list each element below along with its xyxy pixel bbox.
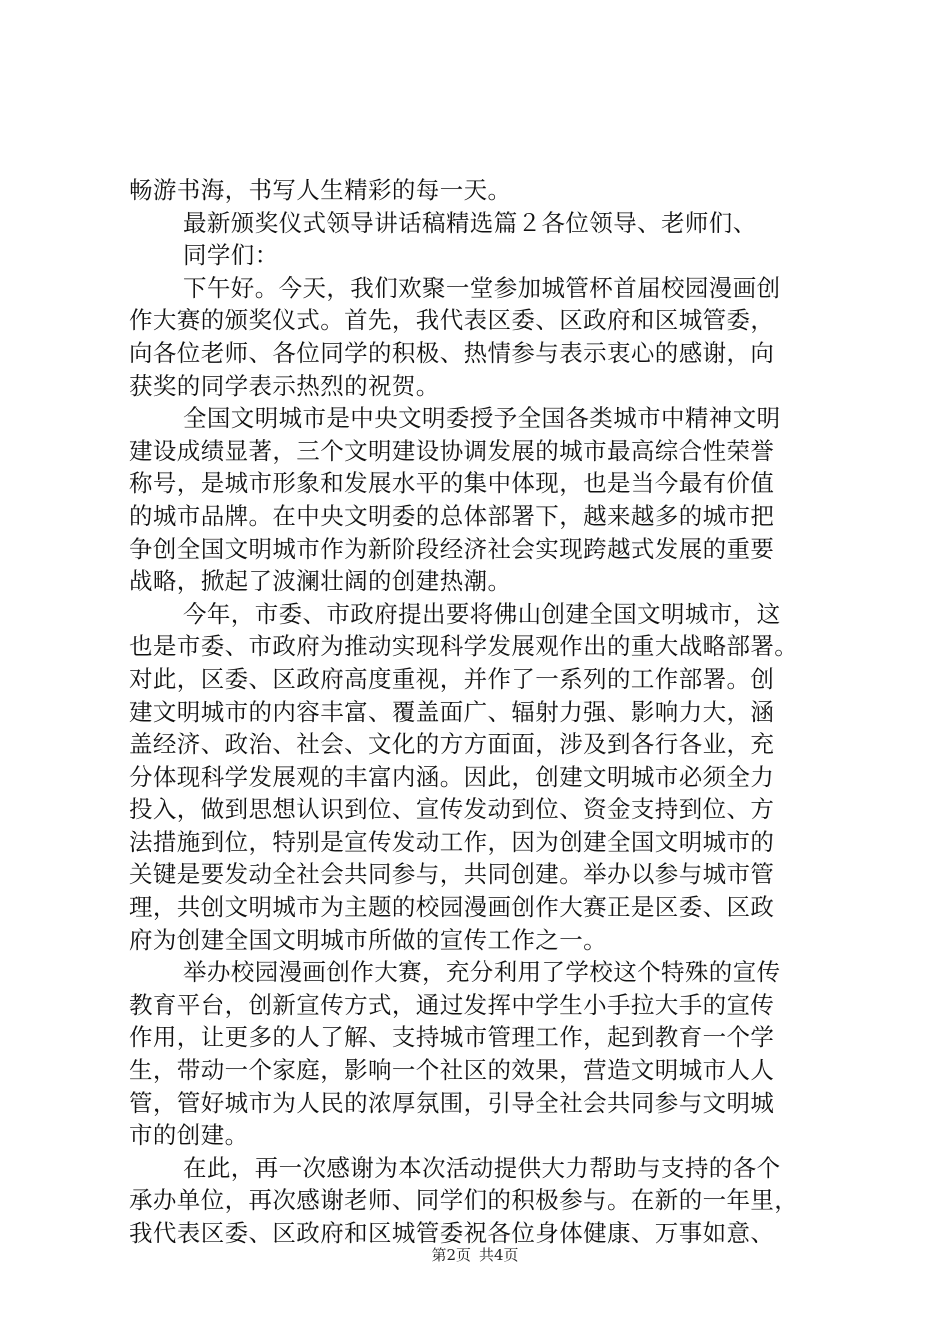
text-line: 畅游书海，书写人生精彩的每一天。	[129, 176, 512, 204]
text-line: 也是市委、市政府为推动实现科学发展观作出的重大战略部署。	[129, 632, 799, 661]
text-line: 作用，让更多的人了解、支持城市管理工作，起到教育一个学	[129, 1023, 775, 1052]
text-line: 关键是要发动全社会共同参与，共同创建。举办以参与城市管	[129, 860, 775, 889]
page-footer	[0, 1245, 950, 1265]
text-line: 教育平台，创新宣传方式，通过发挥中学生小手拉大手的宣传	[129, 990, 775, 1019]
text-line: 称号，是城市形象和发展水平的集中体现，也是当今最有价值	[129, 469, 775, 498]
text-line: 作大赛的颁奖仪式。首先，我代表区委、区政府和区城管委，	[129, 306, 775, 335]
text-line: 建文明城市的内容丰富、覆盖面广、辐射力强、影响力大，涵	[129, 697, 775, 726]
text-line: 投入，做到思想认识到位、宣传发动到位、资金支持到位、方	[129, 795, 775, 824]
text-line: 下午好。今天，我们欢聚一堂参加城管杯首届校园漫画创	[183, 273, 781, 302]
page-number: 第2页	[431, 1246, 471, 1264]
text-line: 战略，掀起了波澜壮阔的创建热潮。	[129, 567, 512, 596]
text-line: 对此，区委、区政府高度重视，并作了一系列的工作部署。创	[129, 664, 775, 693]
text-line: 市的创建。	[129, 1121, 249, 1150]
text-line: 建设成绩显著，三个文明建设协调发展的城市最高综合性荣誉	[129, 436, 775, 465]
text-line: 在此，再一次感谢为本次活动提供大力帮助与支持的各个	[183, 1153, 781, 1182]
text-line: 最新颁奖仪式领导讲话稿精选篇２各位领导、老师们、	[183, 208, 757, 237]
text-line: 我代表区委、区政府和区城管委祝各位身体健康、万事如意、	[129, 1219, 775, 1247]
text-line: 理，共创文明城市为主题的校园漫画创作大赛正是区委、区政	[129, 893, 775, 922]
text-line: 分体现科学发展观的丰富内涵。因此，创建文明城市必须全力	[129, 762, 775, 791]
text-line: 生，带动一个家庭，影响一个社区的效果，营造文明城市人人	[129, 1056, 775, 1085]
page-total: 共4页	[479, 1246, 519, 1264]
text-line: 盖经济、政治、社会、文化的方方面面，涉及到各行各业，充	[129, 730, 775, 759]
text-line: 争创全国文明城市作为新阶段经济社会实现跨越式发展的重要	[129, 534, 775, 563]
text-line: 举办校园漫画创作大赛，充分利用了学校这个特殊的宣传	[183, 958, 781, 987]
document-body	[129, 174, 829, 1250]
text-line: 向各位老师、各位同学的积极、热情参与表示衷心的感谢，向	[129, 338, 775, 367]
text-line: 今年，市委、市政府提出要将佛山创建全国文明城市，这	[183, 599, 781, 628]
text-line: 获奖的同学表示热烈的祝贺。	[129, 371, 440, 400]
text-line: 府为创建全国文明城市所做的宣传工作之一。	[129, 925, 607, 954]
text-line: 的城市品牌。在中央文明委的总体部署下，越来越多的城市把	[129, 501, 775, 530]
text-line: 法措施到位，特别是宣传发动工作，因为创建全国文明城市的	[129, 827, 775, 856]
text-line: 全国文明城市是中央文明委授予全国各类城市中精神文明	[183, 404, 781, 433]
text-line: 管，管好城市为人民的浓厚氛围，引导全社会共同参与文明城	[129, 1088, 775, 1117]
text-line: 同学们：	[183, 241, 279, 270]
text-line: 承办单位，再次感谢老师、同学们的积极参与。在新的一年里，	[129, 1186, 799, 1215]
